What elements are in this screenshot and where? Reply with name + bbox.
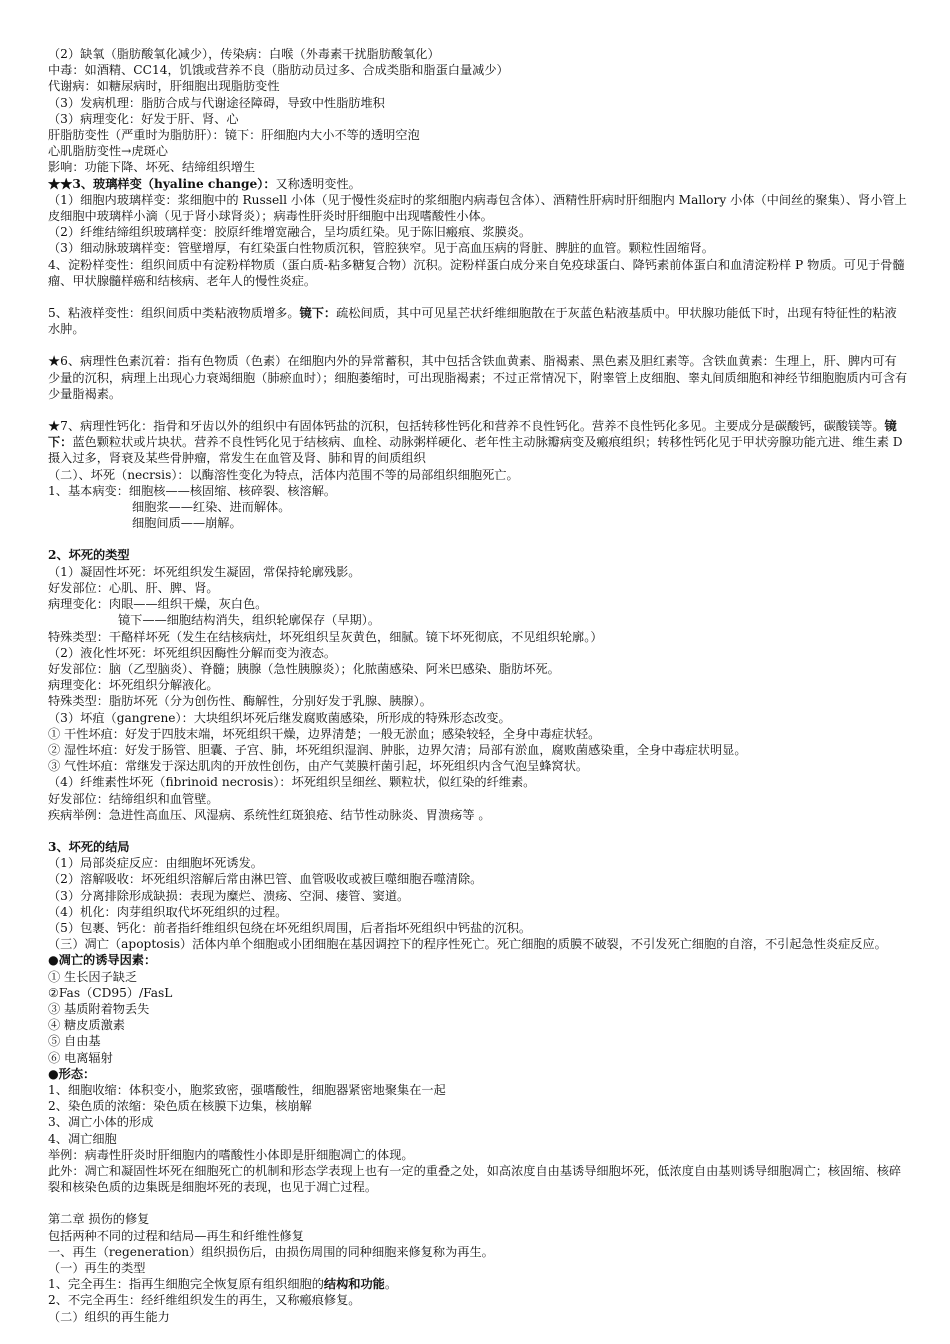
text-line: 疾病举例：急进性高血压、风湿病、系统性红斑狼疮、结节性动脉炎、胃溃疡等 。	[48, 807, 491, 822]
text-line: 2、不完全再生：经纤维组织发生的再生，又称瘢痕修复。	[48, 1293, 361, 1308]
text-line: 镜下——细胞结构消失，组织轮廓保存（早期）。	[118, 613, 381, 628]
text-line: （二）、坏死（necrsis）：以酶溶性变化为特点，活体内范围不等的局部组织细胞死亡。	[48, 467, 519, 482]
text-line: （4）机化：肉芽组织取代坏死组织的过程。	[48, 904, 288, 919]
text-line: （3）发病机理：脂肪合成与代谢途径障碍，导致中性脂肪堆积	[48, 95, 385, 110]
section-heading: 3、坏死的结局	[48, 839, 130, 854]
text-paragraph: 5、粘液样变性：组织间质中类粘液物质增多。镜下：疏松间质，其中可见星芒状纤维细胞散在于灰蓝色粘液基质中。甲状腺功能低下时，出现有特征性的粘液水肿。	[48, 306, 897, 337]
text-line: （1）局部炎症反应：由细胞坏死诱发。	[48, 856, 263, 871]
text-line: （2）液化性坏死：坏死组织因酶性分解而变为液态。	[48, 645, 337, 660]
text-line: （2）溶解吸收：坏死组织溶解后常由淋巴管、血管吸收或被巨噬细胞吞噬清除。	[48, 872, 483, 887]
list-item: ④ 糖皮质激素	[48, 1018, 125, 1033]
text-line: （3）病理变化：好发于肝、肾、心	[48, 111, 239, 126]
text-line: （4）纤维素性坏死（fibrinoid necrosis）：坏死组织呈细丝、颗粒状，似红染的纤维素。	[48, 775, 536, 790]
text-paragraph: 4、淀粉样变性：组织间质中有淀粉样物质（蛋白质-粘多糖复合物）沉积。淀粉样蛋白成分来自免疫球蛋白、降钙素前体蛋白和血清淀粉样 P 物质。可见于骨髓瘤、甲状腺髓样癌和结核病、老年人的慢性炎症。	[48, 257, 905, 288]
section-heading: ●形态：	[48, 1066, 96, 1081]
text-line: 特殊类型：干酪样坏死（发生在结核病灶，坏死组织呈灰黄色，细腻。镜下坏死彻底，不见组织轮廓。）	[48, 629, 603, 644]
text-line: 病理变化：肉眼——组织干燥，灰白色。	[48, 597, 268, 612]
text-line: 举例：病毒性肝炎时肝细胞内的嗜酸性小体即是肝细胞凋亡的体现。	[48, 1147, 414, 1162]
text-line: （二）组织的再生能力	[48, 1309, 170, 1324]
text-line: 好发部位：结缔组织和血管壁。	[48, 791, 219, 806]
section-heading-hyaline: ★★3、玻璃样变（hyaline change）：又称透明变性。	[48, 176, 361, 191]
text-line: 一、再生（regeneration）组织损伤后，由损伤周围的同种细胞来修复称为再生。	[48, 1244, 494, 1259]
text-line: 中毒：如酒精、CC14，饥饿或营养不良（脂肪动员过多、合成类脂和脂蛋白量减少）	[48, 63, 509, 78]
list-item: ① 生长因子缺乏	[48, 969, 138, 984]
document-page	[48, 46, 908, 1325]
text-line: 特殊类型：脂肪坏死（分为创伤性、酶解性，分别好发于乳腺、胰腺）。	[48, 694, 432, 709]
text-line: （5）包裹、钙化：前者指纤维组织包绕在坏死组织周围，后者指坏死组织中钙盐的沉积。	[48, 920, 532, 935]
text-line: （1）凝固性坏死：坏死组织发生凝固，常保持轮廓残影。	[48, 564, 361, 579]
text-line: 1、完全再生：指再生细胞完全恢复原有组织细胞的结构和功能。	[48, 1277, 398, 1292]
text-line: 影响：功能下降、坏死、结缔组织增生	[48, 160, 256, 175]
text-line: 心肌脂肪变性→虎斑心	[48, 144, 168, 159]
text-line: 细胞间质——崩解。	[132, 516, 242, 531]
list-item: ②Fas（CD95）/FasL	[48, 985, 173, 1000]
text-line: ③ 气性坏疽：常继发于深达肌肉的开放性创伤，由产气荚膜杆菌引起，坏死组织内含气泡呈蜂窝状。	[48, 759, 589, 774]
chapter-title: 第二章 损伤的修复	[48, 1212, 150, 1227]
text-line: 病理变化：坏死组织分解液化。	[48, 678, 219, 693]
text-line: ② 湿性坏疽：好发于肠管、胆囊、子宫、肺，坏死组织湿润、肿胀，边界欠清；局部有淤血，腐败菌感染重，全身中毒症状明显。	[48, 742, 747, 757]
list-item: 4、凋亡细胞	[48, 1131, 117, 1146]
text-paragraph: （三）凋亡（apoptosis）活体内单个细胞或小团细胞在基因调控下的程序性死亡。死亡细胞的质膜不破裂，不引发死亡细胞的自溶，不引起急性炎症反应。	[48, 937, 887, 952]
text-line: （一）再生的类型	[48, 1261, 146, 1276]
text-line: （3）细动脉玻璃样变：管壁增厚，有红染蛋白性物质沉积，管腔狭窄。见于高血压病的肾脏、脾脏的血管。颗粒性固缩肾。	[48, 241, 714, 256]
section-heading: 2、坏死的类型	[48, 548, 130, 563]
list-item: 3、凋亡小体的形成	[48, 1115, 154, 1130]
text-line: 细胞浆——红染、进而解体。	[132, 500, 291, 515]
list-item: 2、染色质的浓缩：染色质在核膜下边集，核崩解	[48, 1099, 312, 1114]
text-line: （3）分离排除形成缺损：表现为糜烂、溃疡、空洞、瘘管、窦道。	[48, 888, 410, 903]
text-line: ① 干性坏疽：好发于四肢末端，坏死组织干燥，边界清楚；一般无淤血；感染较轻，全身中毒症状轻。	[48, 726, 601, 741]
text-paragraph: 此外：凋亡和凝固性坏死在细胞死亡的机制和形态学表现上也有一定的重叠之处，如高浓度自由基诱导细胞坏死，低浓度自由基则诱导细胞凋亡；核固缩、核碎裂和核染色质的边集既是细胞坏死的表现，也见于凋亡过程。	[48, 1164, 902, 1195]
text-line: 好发部位：脑（乙型脑炎）、脊髓；胰腺（急性胰腺炎）；化脓菌感染、阿米巴感染、脂肪坏死。	[48, 661, 560, 676]
text-paragraph: ★7、病理性钙化：指骨和牙齿以外的组织中有固体钙盐的沉积，包括转移性钙化和营养不良性钙化。营养不良性钙化多见。主要成分是碳酸钙，碳酸镁等。镜下：蓝色颗粒状或片块状。营养不良性钙化见于结核病、血栓、动脉粥样硬化、老年性主动脉瓣病变及瘢痕组织；转移性钙化见于甲状旁腺功能亢进、维生素 D 摄入过多，肾衰及某些骨肿瘤，常发生在血管及肾、肺和胃的间质组织	[48, 419, 907, 466]
list-item: ③ 基质附着物丢失	[48, 1001, 150, 1016]
list-item: ⑥ 电离辐射	[48, 1050, 113, 1065]
text-line: （3）坏疽（gangrene）：大块组织坏死后继发腐败菌感染，所形成的特殊形态改变。	[48, 710, 511, 725]
section-heading: ●凋亡的诱导因素：	[48, 953, 157, 968]
text-paragraph: ★6、病理性色素沉着：指有色物质（色素）在细胞内外的异常蓄积，其中包括含铁血黄素、脂褐素、黑色素及胆红素等。含铁血黄素：生理上，肝、脾内可有少量的沉积，病理上出现心力衰竭细胞（肺瘀血时）；细胞萎缩时，可出现脂褐素；不过正常情况下，附睾管上皮细胞、睾丸间质细胞和神经节细胞胞质内可含有少量脂褐素。	[48, 354, 908, 401]
text-line: （2）缺氧（脂肪酸氧化减少），传染病：白喉（外毒素干扰脂肪酸氧化）	[48, 47, 440, 61]
text-paragraph: （1）细胞内玻璃样变：浆细胞中的 Russell 小体（见于慢性炎症时的浆细胞内病毒包含体）、酒精性肝病时肝细胞内 Mallory 小体（中间丝的聚集）、肾小管上皮细胞中玻璃样小滴（见于肾小球肾炎）；病毒性肝炎时肝细胞中出现嗜酸性小体。	[48, 192, 907, 224]
text-line: 代谢病：如糖尿病时，肝细胞出现脂肪变性	[48, 79, 280, 94]
text-line: （2）纤维结缔组织玻璃样变：胶原纤维增宽融合，呈均质红染。见于陈旧瘢痕、浆膜炎。	[48, 225, 532, 240]
text-line: 好发部位：心肌、肝、脾、肾。	[48, 580, 219, 595]
text-line: 肝脂肪变性（严重时为脂肪肝）：镜下：肝细胞内大小不等的透明空泡	[48, 128, 420, 143]
text-line: 包括两种不同的过程和结局—再生和纤维性修复	[48, 1228, 304, 1243]
text-line: 1、基本病变：细胞核——核固缩、核碎裂、核溶解。	[48, 483, 337, 498]
list-item: 1、细胞收缩：体积变小，胞浆致密，强嗜酸性，细胞器紧密地聚集在一起	[48, 1082, 446, 1097]
list-item: ⑤ 自由基	[48, 1034, 101, 1049]
